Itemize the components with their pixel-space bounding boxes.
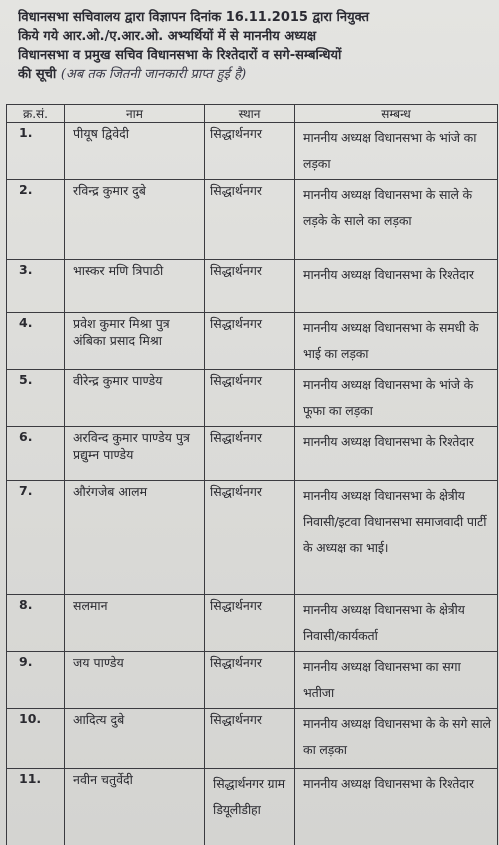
table-row [7, 370, 498, 427]
row-relation: माननीय अध्यक्ष विधानसभा के क्षेत्रीय निवासी/इटवा विधानसभा समाजवादी पार्टी के अध्यक्ष का भाई। [295, 481, 498, 595]
row-name: प्रवेश कुमार मिश्रा पुत्र अंबिका प्रसाद मिश्रा [65, 313, 205, 370]
heading-line-1: विधानसभा सचिवालय द्वारा विज्ञापन दिनांक 16.11.2015 द्वारा नियुक्त [18, 10, 370, 25]
table-row [7, 180, 498, 260]
table-row [7, 260, 498, 313]
row-name: जय पाण्डेय [65, 652, 205, 709]
row-name: रविन्द्र कुमार दुबे [65, 180, 205, 260]
table-row [7, 769, 498, 845]
heading-line-4-printed: की सूची [18, 67, 57, 82]
row-place: सिद्धार्थनगर [205, 260, 295, 313]
document-heading [18, 8, 488, 84]
row-name: नवीन चतुर्वेदी [65, 769, 205, 845]
row-name: वीरेन्द्र कुमार पाण्डेय [65, 370, 205, 427]
row-serial: 2. [7, 180, 65, 260]
row-relation: माननीय अध्यक्ष विधानसभा के के सगे साले का लड़का [295, 709, 498, 769]
row-place: सिद्धार्थनगर [205, 709, 295, 769]
row-place: सिद्धार्थनगर [205, 427, 295, 481]
header-name: नाम [65, 105, 205, 123]
row-name: औरंगजेब आलम [65, 481, 205, 595]
heading-line-2: किये गये आर.ओ./ए.आर.ओ. अभ्यर्थियों में से माननीय अध्यक्ष [18, 29, 317, 44]
row-serial: 3. [7, 260, 65, 313]
row-serial: 5. [7, 370, 65, 427]
row-name: सलमान [65, 595, 205, 652]
row-place: सिद्धार्थनगर [205, 180, 295, 260]
row-name: पीयूष द्विवेदी [65, 123, 205, 180]
table-row [7, 481, 498, 595]
row-relation: माननीय अध्यक्ष विधानसभा के समधी के भाई का लड़का [295, 313, 498, 370]
row-serial: 11. [7, 769, 65, 845]
header-place: स्थान [205, 105, 295, 123]
row-serial: 6. [7, 427, 65, 481]
row-relation: माननीय अध्यक्ष विधानसभा के भांजे के फूफा का लड़का [295, 370, 498, 427]
row-place: सिद्धार्थनगर [205, 595, 295, 652]
row-relation: माननीय अध्यक्ष विधानसभा का सगा भतीजा [295, 652, 498, 709]
row-place: सिद्धार्थनगर [205, 370, 295, 427]
row-relation: माननीय अध्यक्ष विधानसभा के क्षेत्रीय निवासी/कार्यकर्ता [295, 595, 498, 652]
relatives-table [6, 104, 498, 845]
row-serial: 8. [7, 595, 65, 652]
row-relation: माननीय अध्यक्ष विधानसभा के रिश्तेदार [295, 769, 498, 845]
table-row [7, 427, 498, 481]
table-header-row [7, 105, 498, 123]
table-row [7, 709, 498, 769]
heading-line-3: विधानसभा व प्रमुख सचिव विधानसभा के रिश्तेदारों व सगे-सम्बन्धियों [18, 48, 342, 63]
row-place: सिद्धार्थनगर [205, 481, 295, 595]
header-relation: सम्बन्ध [295, 105, 498, 123]
row-relation: माननीय अध्यक्ष विधानसभा के रिश्तेदार [295, 260, 498, 313]
table-row [7, 652, 498, 709]
row-relation: माननीय अध्यक्ष विधानसभा के साले के लड़के के साले का लड़का [295, 180, 498, 260]
table-row [7, 123, 498, 180]
row-relation: माननीय अध्यक्ष विधानसभा के भांजे का लड़का [295, 123, 498, 180]
table-row [7, 595, 498, 652]
row-serial: 4. [7, 313, 65, 370]
row-serial: 7. [7, 481, 65, 595]
header-serial: क्र.सं. [7, 105, 65, 123]
row-place: सिद्धार्थनगर [205, 652, 295, 709]
row-name: भास्कर मणि त्रिपाठी [65, 260, 205, 313]
handwritten-note: (अब तक जितनी जानकारी प्राप्त हुई है) [60, 67, 247, 82]
row-place: सिद्धार्थनगर [205, 123, 295, 180]
heading-line-4 [18, 65, 488, 84]
row-place: सिद्धार्थनगर ग्राम डियूलीडीहा [205, 769, 295, 845]
row-serial: 10. [7, 709, 65, 769]
row-relation: माननीय अध्यक्ष विधानसभा के रिश्तेदार [295, 427, 498, 481]
row-serial: 1. [7, 123, 65, 180]
row-name: आदित्य दुबे [65, 709, 205, 769]
row-place: सिद्धार्थनगर [205, 313, 295, 370]
row-serial: 9. [7, 652, 65, 709]
row-name: अरविन्द कुमार पाण्डेय पुत्र प्रद्युम्न पाण्डेय [65, 427, 205, 481]
table-row [7, 313, 498, 370]
